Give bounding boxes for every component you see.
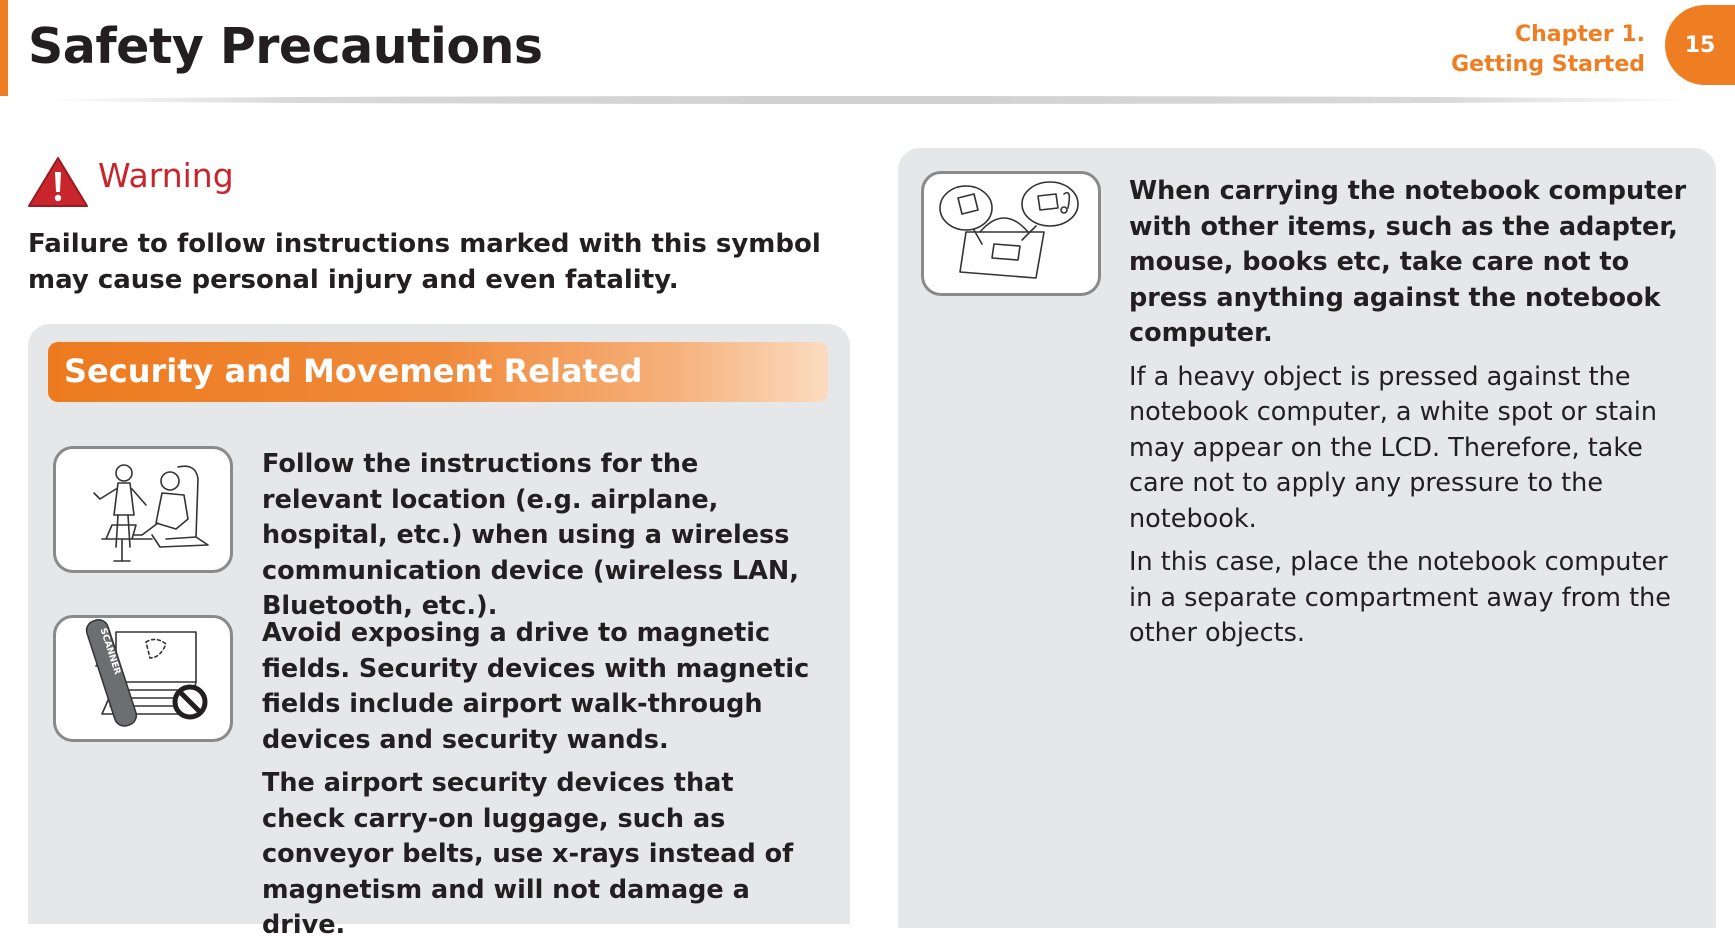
item-magnetic-paragraph-1: Avoid exposing a drive to magnetic fields. Security devices with magnetic fields include airport walk-through devices and security wands. [262,618,810,755]
page-number-badge [1665,5,1735,85]
carrying-paragraph-1: If a heavy object is pressed against the notebook computer, a white spot or stain may appear on the LCD. Therefore, take care not to apply any pressure to the notebook. [1129,361,1658,534]
chapter-label: Chapter 1. [1514,22,1645,47]
laptop-bag-icon [924,174,1098,293]
airplane-passenger-icon [56,449,230,570]
security-wand-icon [56,618,230,739]
warning-triangle-icon [27,156,89,208]
airplane-seat-illustration [53,446,233,573]
carrying-bag-illustration [921,171,1101,296]
item-wireless-paragraph: Follow the instructions for the relevant location (e.g. airplane, hospital, etc.) when using a wireless communication device (wireless LAN, Bluetooth, etc.). [262,449,799,621]
carrying-heading: When carrying the notebook computer with other items, such as the adapter, mouse, books etc, take care not to press anything against the notebook computer. [1129,176,1687,348]
item-magnetic-text [262,616,822,944]
carrying-item-text [1129,174,1689,652]
warning-description: Failure to follow instructions marked with this symbol may cause personal injury and even fatality. [28,229,821,295]
section-title: Security and Movement Related [64,352,643,390]
warning-label: Warning [98,156,234,195]
scanner-illustration [53,615,233,742]
chapter-indicator [1451,20,1645,80]
header-accent-bar [0,0,8,96]
page-title: Safety Precautions [28,18,543,75]
page-number: 15 [1684,32,1716,58]
chapter-name: Getting Started [1451,52,1645,77]
header-divider [40,96,1695,104]
item-wireless-text [262,447,822,625]
section-header [48,342,828,402]
scanner-label: SCANNER [97,627,122,676]
item-magnetic-paragraph-2: The airport security devices that check carry-on luggage, such as conveyor belts, use x-rays instead of magnetism and will not damage a drive. [262,768,794,940]
carrying-paragraph-2: In this case, place the notebook computer in a separate compartment away from the other objects. [1129,547,1671,648]
